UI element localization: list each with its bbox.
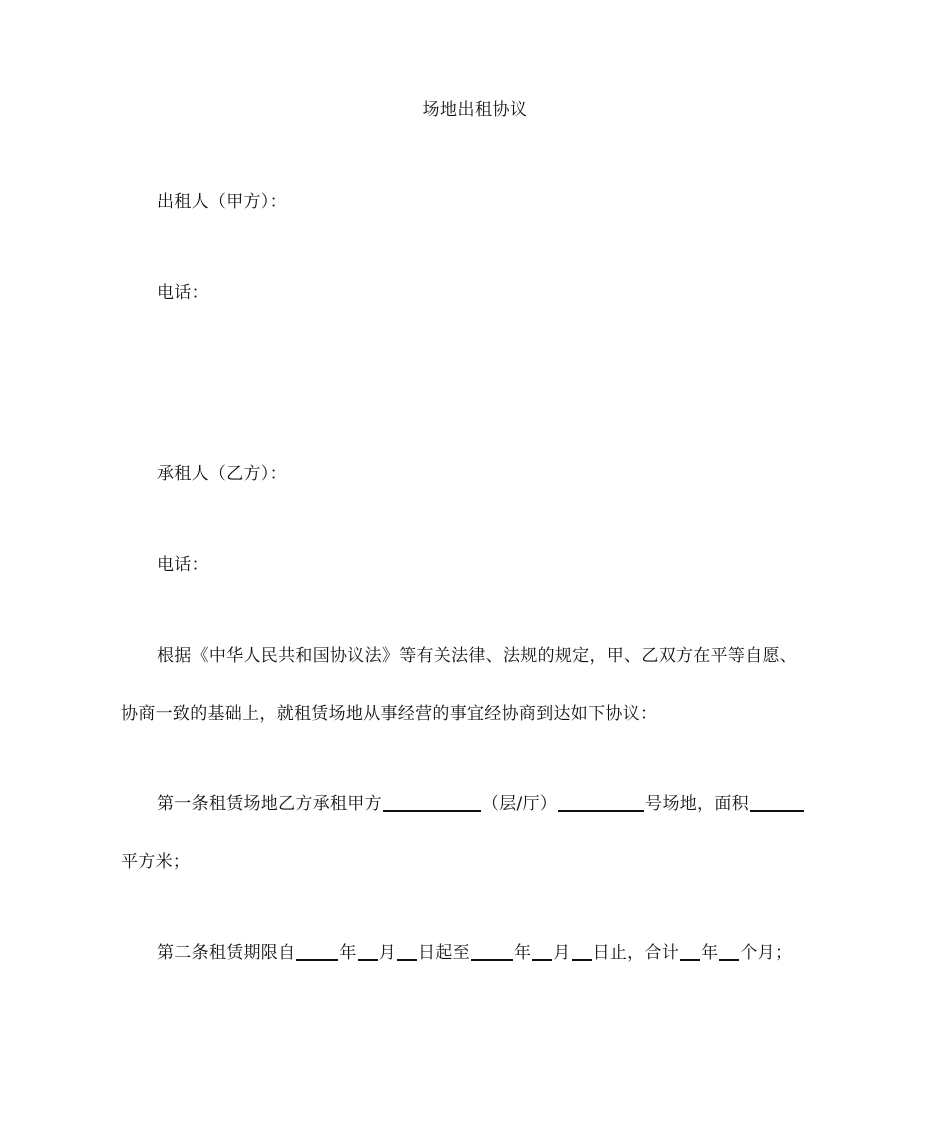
article-2-month-2: 月: [553, 943, 571, 963]
floor-blank: [383, 792, 481, 812]
article-1-text-c: 号场地，面积: [645, 794, 749, 814]
end-year-blank: [471, 941, 513, 961]
lessee-label: 承租人（乙方）：: [157, 464, 287, 484]
article-2-line: [157, 941, 792, 965]
lessee-phone-label: 电话：: [157, 555, 209, 575]
area-blank: [750, 792, 804, 812]
total-years-blank: [680, 941, 700, 961]
preamble-line-2: 协商一致的基础上，就租赁场地从事经营的事宜经协商到达如下协议：: [121, 704, 658, 724]
article-2-year-3: 年: [701, 943, 719, 963]
article-2-day-2: 日止，合计: [592, 943, 680, 963]
start-month-blank: [358, 941, 378, 961]
start-year-blank: [296, 941, 338, 961]
article-1-text-b: （层/厅）: [481, 794, 558, 814]
article-2-day-1: 日起至: [418, 943, 470, 963]
article-2-year-1: 年: [339, 943, 357, 963]
preamble-line-1: 根据《中华人民共和国协议法》等有关法律、法规的规定，甲、乙双方在平等自愿、: [157, 646, 798, 666]
lessor-phone-label: 电话：: [157, 283, 209, 303]
article-1-line-1: [157, 792, 805, 816]
article-2-year-2: 年: [513, 943, 532, 963]
end-day-blank: [572, 941, 592, 961]
article-1-line-2: 平方米；: [121, 852, 191, 872]
site-number-blank: [558, 792, 644, 812]
article-2-months-total: 个月；: [740, 943, 793, 963]
article-1-text-a: 第一条租赁场地乙方承租甲方: [157, 794, 382, 814]
document-title: 场地出租协议: [422, 100, 528, 120]
lessor-label: 出租人（甲方）：: [157, 192, 287, 212]
end-month-blank: [532, 941, 552, 961]
start-day-blank: [397, 941, 417, 961]
article-2-month-1: 月: [378, 943, 397, 963]
total-months-blank: [719, 941, 739, 961]
article-2-text-a: 第二条租赁期限自: [157, 943, 296, 963]
